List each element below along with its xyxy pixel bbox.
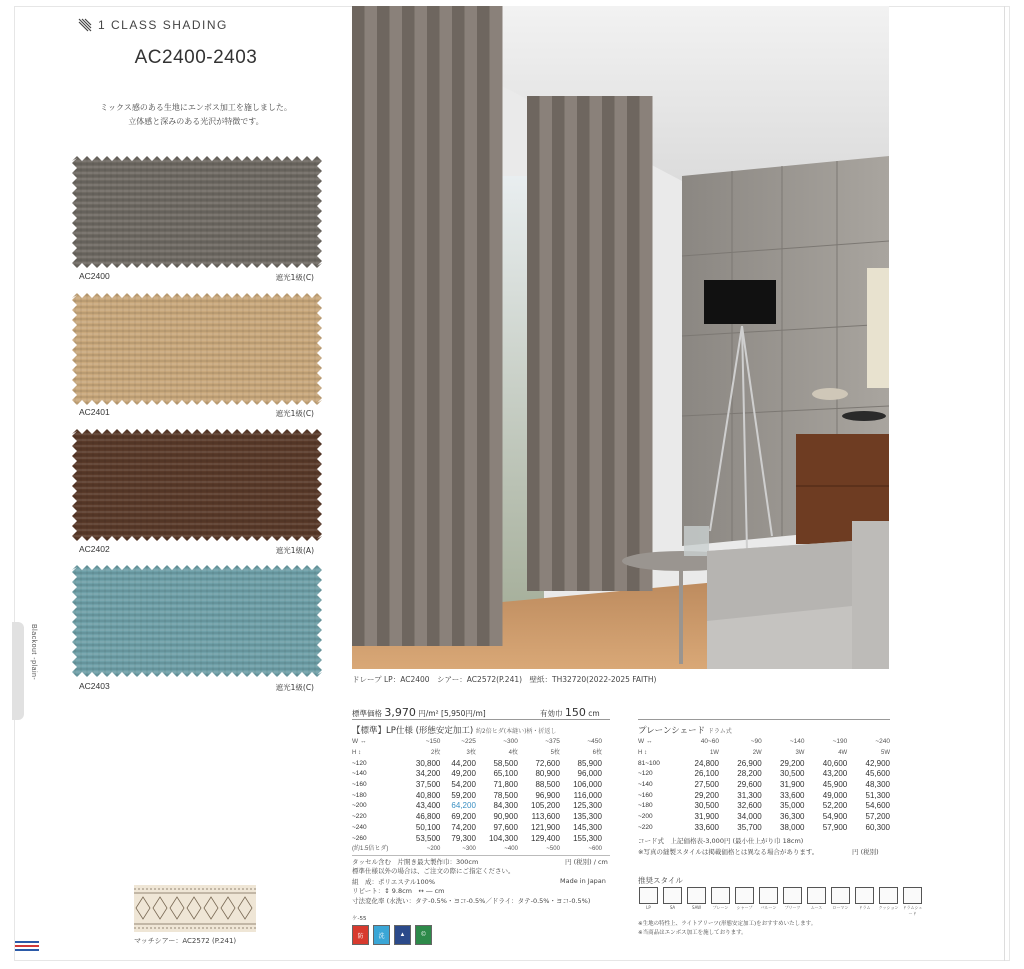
product-code: AC2400-2403: [134, 47, 258, 68]
row-header: H ↕: [638, 750, 647, 757]
table-cell: 4W: [838, 750, 848, 757]
table-cell: 43,200: [822, 769, 848, 779]
table-cell: ~375: [545, 738, 560, 746]
table-cell: 5W: [881, 750, 890, 757]
table-cell: ~600: [588, 846, 602, 853]
width-unit: cm: [588, 709, 600, 718]
plain-title: プレーンシェード: [638, 726, 706, 736]
curtain-style-icon: [879, 887, 898, 904]
washable-icon: 洗: [373, 925, 390, 945]
table-cell: 60,300: [865, 822, 890, 832]
curtain-style-icon: [687, 887, 706, 904]
curtain-style-icon: [639, 887, 658, 904]
spec-standard: 標準仕様以外の場合は、ご注文の際にご指定ください。: [352, 867, 515, 875]
table-cell: ~300: [503, 738, 518, 746]
table-cell: ~225: [461, 738, 476, 746]
table-cell: 24,800: [694, 758, 719, 768]
table-cell: 31,900: [694, 812, 719, 822]
row-header: ~220: [352, 813, 367, 821]
table-cell: 27,500: [694, 780, 719, 790]
row-header: ~160: [352, 781, 367, 789]
styles-title: 推奨スタイル: [638, 876, 683, 885]
table-cell: 135,300: [573, 812, 602, 822]
styles-note-1: ※生地の特性上、ライトアリーツ(形態安定加工)をおすすめいたします。: [638, 921, 817, 927]
table-cell: 54,200: [451, 780, 476, 790]
sheer-caption: マッチシアー：AC2572 (P.241): [134, 937, 237, 945]
style-icon-1: [662, 887, 683, 917]
side-index-tab[interactable]: [12, 622, 24, 720]
table-cell: 3W: [795, 750, 805, 757]
lp-title: 【標準】LP仕様 (形態安定加工): [352, 726, 474, 736]
table-cell: 84,300: [493, 801, 518, 811]
table-cell: ~300: [462, 846, 476, 853]
table-cell: 80,900: [535, 769, 560, 779]
flag-icon: [15, 941, 39, 953]
table-cell: 85,900: [577, 758, 602, 768]
table-cell: 34,000: [737, 812, 762, 822]
spec-shrink: 寸法変化率 (水洗い：タテ-0.5%・ヨコ-0.5%／ドライ：タテ-0.5%・ヨコ-0.5%): [352, 897, 591, 905]
table-cell: 51,300: [865, 790, 890, 800]
price-alt: [5,950円/m]: [441, 709, 486, 718]
curtain-style-icon: [831, 887, 850, 904]
table-cell: 31,300: [737, 790, 762, 800]
style-label: クッション: [878, 905, 899, 910]
table-cell: 54,900: [822, 812, 848, 822]
row-header: ~180: [352, 791, 367, 799]
row-header: ~200: [352, 802, 367, 810]
row-header: ~220: [638, 823, 653, 831]
page-edge: [1004, 6, 1005, 961]
eco-icon: ©: [415, 925, 432, 945]
table-cell: 78,500: [493, 790, 518, 800]
table-cell: 33,600: [780, 790, 805, 800]
style-label: プリーツ: [784, 905, 801, 910]
table-cell: 31,900: [780, 780, 805, 790]
row-header: ~160: [638, 791, 653, 799]
curtain-style-icon: [807, 887, 826, 904]
table-cell: 45,600: [865, 769, 890, 779]
table-cell: 30,800: [415, 758, 441, 768]
table-row: [638, 780, 890, 791]
table-cell: 145,300: [573, 822, 602, 832]
style-icon-7: [806, 887, 827, 917]
table-cell: 32,600: [737, 801, 762, 811]
plain-subtitle: ドラム式: [707, 728, 732, 735]
row-header: W ↔: [638, 738, 653, 746]
divider: [352, 855, 610, 856]
style-icon-9: [854, 887, 875, 917]
row-header: ~260: [352, 834, 367, 842]
table-cell: 30,500: [694, 801, 719, 811]
row-header: ~120: [352, 759, 367, 767]
style-label: LP: [646, 905, 651, 910]
table-cell: 49,000: [822, 790, 848, 800]
blackout-icon: ▲: [394, 925, 411, 945]
curtain-style-icon: [735, 887, 754, 904]
table-row: [352, 790, 602, 801]
table-cell: 40~60: [700, 738, 719, 746]
row-header: ~140: [638, 781, 653, 789]
table-cell: 155,300: [573, 833, 602, 843]
table-cell: 34,200: [415, 769, 441, 779]
table-cell: 57,200: [865, 812, 890, 822]
table-cell: 72,600: [535, 758, 560, 768]
table-row: [638, 769, 890, 780]
row-header: ~140: [352, 770, 367, 778]
curtain-style-icon: [903, 887, 922, 904]
spec-material: 組 成：ポリエステル100%: [352, 878, 435, 886]
table-cell: 129,400: [531, 833, 560, 843]
room-photo: [352, 6, 889, 669]
spec-made-in: Made in Japan: [560, 877, 606, 885]
style-icon-6: [782, 887, 803, 917]
spec-tassel: タッセル含む 片開き最大製作巾：300cm: [352, 858, 479, 866]
table-cell: 29,600: [737, 780, 762, 790]
row-header: ~120: [638, 770, 653, 778]
photo-caption: ドレープ LP：AC2400 シアー：AC2572(P.241) 壁紙：TH32720(2022-2025 FAITH): [352, 675, 657, 684]
effective-width: [540, 706, 600, 719]
table-cell: 36,300: [780, 812, 805, 822]
table-cell: 45,900: [822, 780, 848, 790]
table-cell: 125,300: [573, 801, 602, 811]
row-header: W ↔: [352, 738, 367, 746]
price-value: 3,970: [384, 706, 416, 719]
table-row: [638, 801, 890, 812]
table-cell: 79,300: [451, 833, 476, 843]
spec-unit: 円 (税別) / cm: [565, 858, 608, 866]
table-row: [352, 758, 602, 769]
style-icon-0: [638, 887, 659, 917]
swatch-grade: 遮光1級(A): [275, 546, 314, 555]
table-cell: 35,000: [780, 801, 805, 811]
table-cell: 64,200: [451, 801, 476, 811]
side-index-label: Blackout -plain-: [30, 624, 37, 681]
style-icon-11: [902, 887, 923, 917]
style-label: ローマン: [832, 905, 849, 910]
table-row: [352, 844, 602, 855]
style-icons: [638, 887, 923, 917]
swatch-ac2402[interactable]: [72, 429, 322, 541]
table-cell: 29,200: [780, 758, 805, 768]
brand-heading: [78, 18, 228, 32]
plain-price-table: [638, 737, 890, 833]
table-cell: 53,500: [415, 833, 441, 843]
table-row: [352, 737, 602, 748]
swatch-code: AC2402: [79, 544, 110, 554]
table-row: [352, 769, 602, 780]
table-cell: 38,000: [780, 822, 805, 832]
spec-repeat: リピート：↕ 9.8cm ↔ ― cm: [352, 887, 445, 895]
swatch-ac2403[interactable]: [72, 565, 322, 677]
table-cell: 4枚: [508, 750, 518, 757]
style-label: SA: [669, 905, 676, 910]
curtain-style-icon: [711, 887, 730, 904]
table-cell: 48,300: [865, 780, 890, 790]
plain-unit-note: 円 (税別): [852, 848, 879, 856]
lp-price-table: [352, 737, 602, 855]
table-row: [638, 812, 890, 823]
table-cell: ~500: [546, 846, 560, 853]
lp-table-title: [352, 724, 556, 736]
table-cell: 52,200: [822, 801, 848, 811]
flame-retardant-icon: 防: [352, 925, 369, 945]
table-cell: ~190: [832, 738, 848, 746]
row-header: H ↕: [352, 750, 361, 757]
price-label: 標準価格: [352, 709, 382, 718]
width-label: 有効巾: [540, 709, 563, 718]
table-cell: 42,900: [865, 758, 890, 768]
style-icon-3: [710, 887, 731, 917]
row-header: ~240: [352, 823, 367, 831]
table-cell: 116,000: [573, 790, 602, 800]
table-cell: 35,700: [737, 822, 762, 832]
plain-table-title: [638, 724, 732, 736]
table-row: [352, 801, 602, 812]
table-row: [638, 737, 890, 748]
table-cell: 3枚: [466, 750, 476, 757]
table-cell: 6枚: [592, 750, 602, 757]
table-cell: ~450: [587, 738, 602, 746]
table-cell: 113,600: [531, 812, 560, 822]
table-cell: ~140: [789, 738, 805, 746]
table-cell: 106,000: [573, 780, 602, 790]
table-cell: ~400: [504, 846, 518, 853]
table-row: [638, 758, 890, 769]
curtain-style-icon: [855, 887, 874, 904]
table-cell: 96,900: [535, 790, 560, 800]
description-line: ミックス感のある生地にエンボス加工を施しました。: [100, 103, 292, 112]
table-cell: 104,300: [488, 833, 518, 843]
swatch-code: AC2403: [79, 681, 110, 691]
table-cell: 58,500: [493, 758, 518, 768]
table-row: [638, 790, 890, 801]
table-cell: 37,500: [415, 780, 441, 790]
standard-price: [352, 706, 486, 719]
care-icons: [352, 925, 432, 945]
row-header: ~200: [638, 813, 653, 821]
wash-label: ケ-55: [352, 916, 367, 922]
table-row: [638, 823, 890, 834]
table-cell: 46,800: [415, 812, 441, 822]
swatch-ac2401[interactable]: [72, 293, 322, 405]
table-row: [352, 823, 602, 834]
lp-subtitle: 約2倍ヒダ(本縫い)柄・折返し: [475, 728, 557, 735]
table-cell: 90,900: [493, 812, 518, 822]
swatch-grade: 遮光1級(C): [275, 683, 314, 692]
table-cell: 2枚: [431, 750, 441, 757]
price-unit: 円/m²: [418, 709, 439, 718]
table-cell: 121,900: [531, 822, 560, 832]
table-cell: 30,500: [780, 769, 805, 779]
swatch-ac2400[interactable]: [72, 156, 322, 268]
style-label: バルーン: [760, 905, 777, 910]
description-line: 立体感と深みのある光沢が特徴です。: [128, 117, 264, 126]
table-cell: ~150: [425, 738, 441, 746]
style-label: プレーン: [712, 905, 729, 910]
product-description: [0, 101, 392, 129]
style-label: SAW: [691, 905, 702, 910]
table-cell: 33,600: [694, 822, 719, 832]
table-cell: 40,800: [415, 790, 441, 800]
table-cell: 74,200: [451, 822, 476, 832]
styles-note-2: ※当商品はエンボス加工を施しております。: [638, 930, 747, 936]
table-row: [638, 748, 890, 759]
row-header: (約1.5倍ヒダ): [352, 846, 389, 853]
table-row: [352, 780, 602, 791]
style-label: シャープ: [736, 905, 753, 910]
style-icon-8: [830, 887, 851, 917]
table-row: [352, 748, 602, 759]
table-cell: 2W: [752, 750, 762, 757]
width-value: 150: [564, 706, 586, 719]
table-cell: 96,000: [577, 769, 602, 779]
style-icon-5: [758, 887, 779, 917]
table-cell: 97,600: [493, 822, 518, 832]
table-cell: ~90: [750, 738, 762, 746]
swatch-code: AC2401: [79, 407, 110, 417]
style-label: ムース: [810, 905, 823, 910]
table-cell: 43,400: [415, 801, 441, 811]
table-cell: 105,200: [531, 801, 560, 811]
swatch-grade: 遮光1級(C): [275, 409, 314, 418]
sheer-swatch[interactable]: [134, 885, 256, 932]
table-cell: 65,100: [493, 769, 518, 779]
curtain-style-icon: [663, 887, 682, 904]
row-header: ~180: [638, 802, 653, 810]
table-cell: 54,600: [865, 801, 890, 811]
divider: [638, 719, 890, 720]
table-cell: 49,200: [451, 769, 476, 779]
plain-note-1: コード式 上記価格表-3,000円 (最小仕上がり巾 18cm): [638, 837, 804, 845]
plain-note-2: ※写真の縫製スタイルは掲載価格とは異なる場合があります。: [638, 848, 819, 856]
style-icon-2: [686, 887, 707, 917]
table-cell: 40,600: [822, 758, 848, 768]
table-cell: 1W: [709, 750, 719, 757]
brand-logo-icon: [78, 18, 92, 32]
table-cell: ~200: [426, 846, 441, 853]
style-icon-4: [734, 887, 755, 917]
table-cell: 26,100: [694, 769, 719, 779]
table-cell: ~240: [875, 738, 890, 746]
table-cell: 88,500: [535, 780, 560, 790]
style-label: ドラム: [858, 905, 871, 910]
table-row: [352, 833, 602, 844]
style-icon-10: [878, 887, 899, 917]
table-cell: 71,800: [493, 780, 518, 790]
curtain-style-icon: [759, 887, 778, 904]
table-cell: 59,200: [451, 790, 476, 800]
table-cell: 26,900: [737, 758, 762, 768]
table-cell: 44,200: [451, 758, 476, 768]
row-header: 81~100: [638, 759, 660, 767]
table-row: [352, 812, 602, 823]
table-cell: 28,200: [737, 769, 762, 779]
table-cell: 50,100: [415, 822, 441, 832]
curtain-style-icon: [783, 887, 802, 904]
divider: [352, 719, 610, 720]
table-cell: 5枚: [550, 750, 560, 757]
brand-text: 1 CLASS SHADING: [98, 18, 228, 32]
swatch-code: AC2400: [79, 271, 110, 281]
table-cell: 57,900: [822, 822, 848, 832]
style-label: ドラムシェード: [902, 905, 923, 916]
table-cell: 29,200: [694, 790, 719, 800]
table-cell: 69,200: [451, 812, 476, 822]
swatch-grade: 遮光1級(C): [275, 273, 314, 282]
